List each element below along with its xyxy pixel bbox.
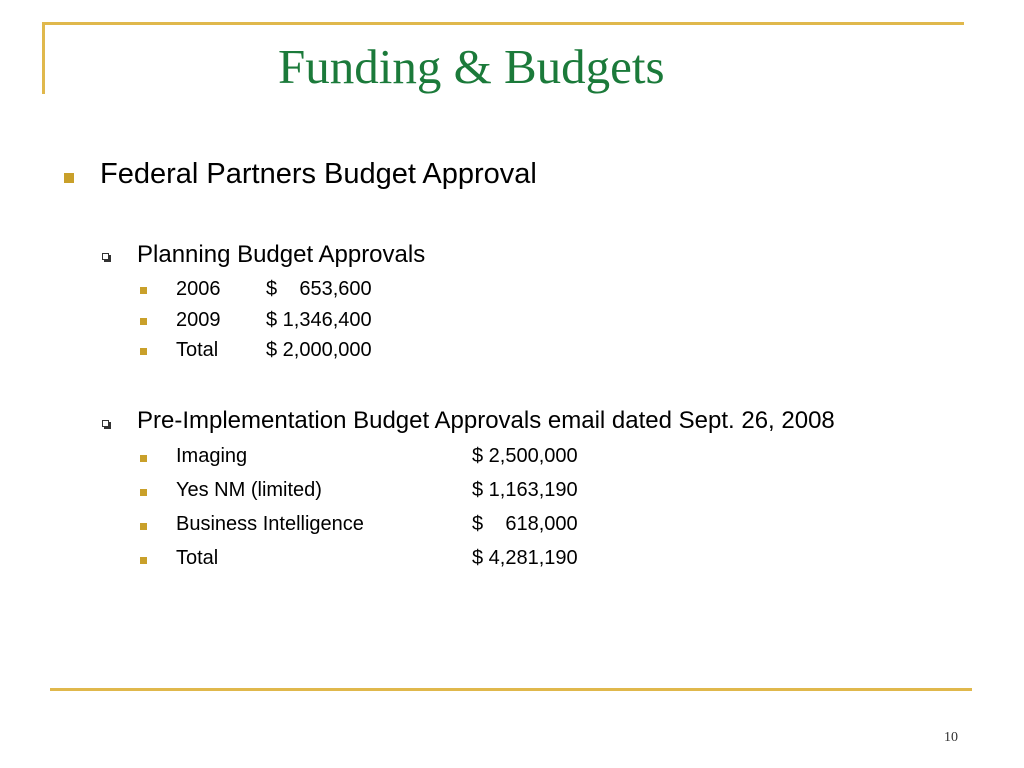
bullet-square-icon — [140, 287, 147, 294]
bullet-square-icon — [140, 489, 147, 496]
row-amount: $ 618,000 — [472, 513, 578, 535]
list-item — [176, 479, 578, 502]
row-label: 2009 — [176, 309, 221, 331]
bullet-square-icon — [140, 523, 147, 530]
section-heading-planning: Planning Budget Approvals — [137, 241, 426, 268]
section-heading-preimplementation: Pre-Implementation Budget Approvals email dated Sept. 26, 2008 — [137, 407, 835, 434]
list-item — [176, 445, 578, 468]
row-amount: $ 2,000,000 — [266, 339, 372, 361]
bullet-square-icon — [140, 455, 147, 462]
row-label: Business Intelligence — [176, 513, 364, 535]
row-amount: $ 1,163,190 — [472, 479, 578, 501]
bullet-square-icon — [140, 557, 147, 564]
bullet-square-icon — [64, 173, 74, 183]
row-amount: $ 653,600 — [266, 278, 372, 300]
list-item — [176, 547, 578, 570]
row-label: Yes NM (limited) — [176, 479, 322, 501]
frame-top-line — [42, 22, 964, 25]
slide-title: Funding & Budgets — [278, 39, 665, 94]
row-label: Total — [176, 547, 219, 569]
frame-left-line — [42, 22, 45, 94]
hollow-square-bullet-icon — [102, 253, 109, 260]
row-label: 2006 — [176, 278, 221, 300]
list-item — [176, 309, 372, 332]
page-number: 10 — [944, 730, 958, 745]
row-amount: $ 2,500,000 — [472, 445, 578, 467]
hollow-square-bullet-icon — [102, 420, 109, 427]
row-label: Imaging — [176, 445, 248, 467]
row-label: Total — [176, 339, 219, 361]
list-item — [176, 513, 578, 536]
list-item — [176, 339, 372, 362]
list-item — [176, 278, 372, 301]
row-amount: $ 4,281,190 — [472, 547, 578, 569]
footer-line — [50, 688, 972, 691]
bullet-square-icon — [140, 348, 147, 355]
bullet-square-icon — [140, 318, 147, 325]
main-bullet-text: Federal Partners Budget Approval — [100, 158, 537, 190]
row-amount: $ 1,346,400 — [266, 309, 372, 331]
